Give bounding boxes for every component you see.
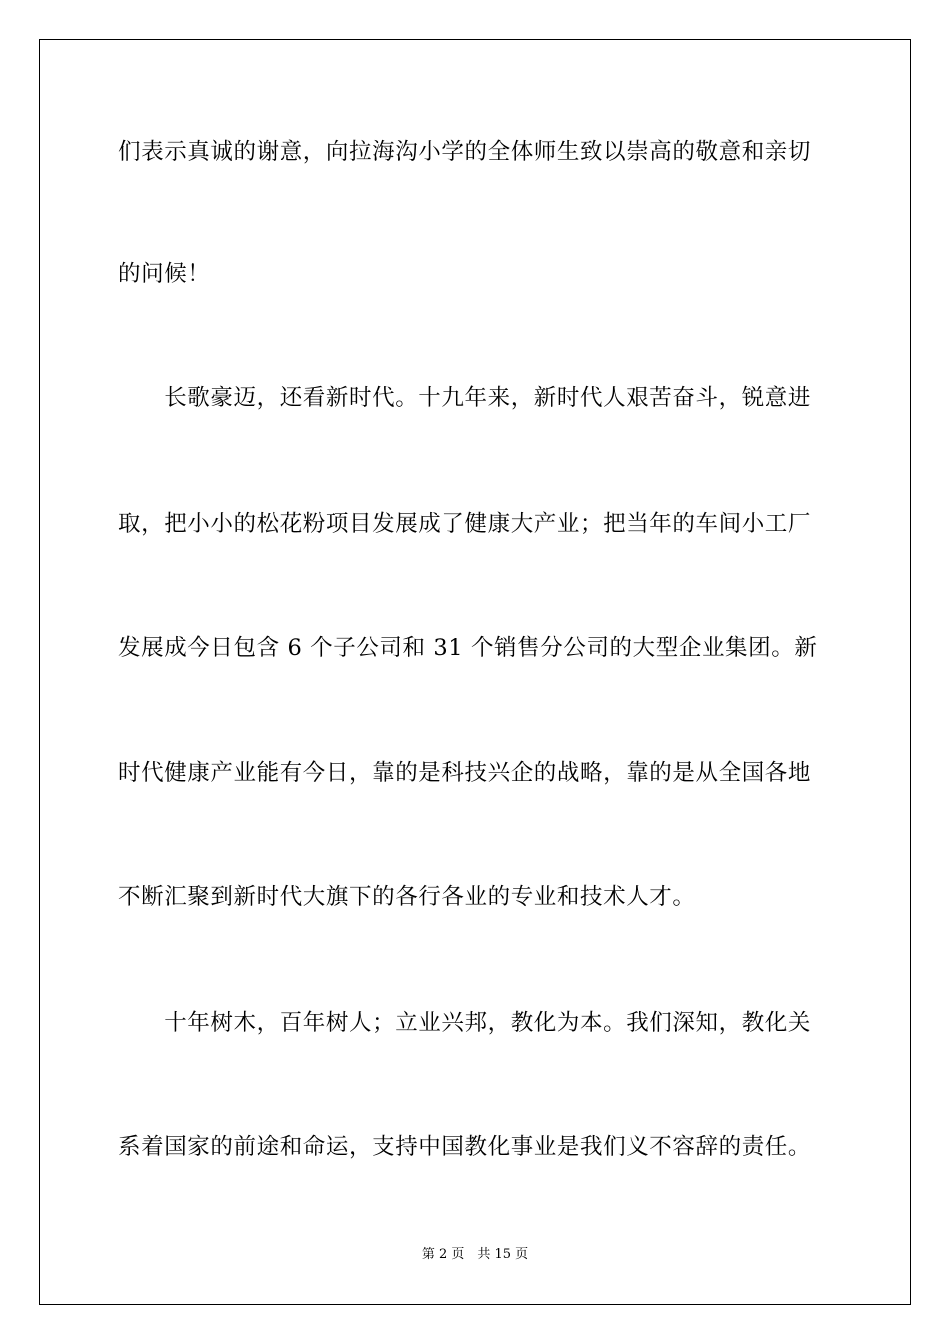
body-text-line: 发展成今日包含 6 个子公司和 31 个销售分公司的大型企业集团。新 xyxy=(118,635,818,661)
body-text-line: 的问候！ xyxy=(118,261,211,287)
page-border xyxy=(39,39,911,1305)
body-text-line: 长歌豪迈，还看新时代。十九年来，新时代人艰苦奋斗，锐意进 xyxy=(118,385,812,411)
body-text-line: 取，把小小的松花粉项目发展成了健康大产业；把当年的车间小工厂 xyxy=(118,511,812,537)
body-text-line: 系着国家的前途和命运，支持中国教化事业是我们义不容辞的责任。 xyxy=(118,1134,812,1160)
body-text-line: 不断汇聚到新时代大旗下的各行各业的专业和技术人才。 xyxy=(118,884,696,910)
body-text-line: 们表示真诚的谢意，向拉海沟小学的全体师生致以崇高的敬意和亲切 xyxy=(118,139,812,165)
page-number-footer: 第 2 页 共 15 页 xyxy=(421,1247,529,1262)
body-text-line: 时代健康产业能有今日，靠的是科技兴企的战略，靠的是从全国各地 xyxy=(118,760,812,786)
body-text-line: 十年树木，百年树人；立业兴邦，教化为本。我们深知，教化关 xyxy=(118,1010,812,1036)
